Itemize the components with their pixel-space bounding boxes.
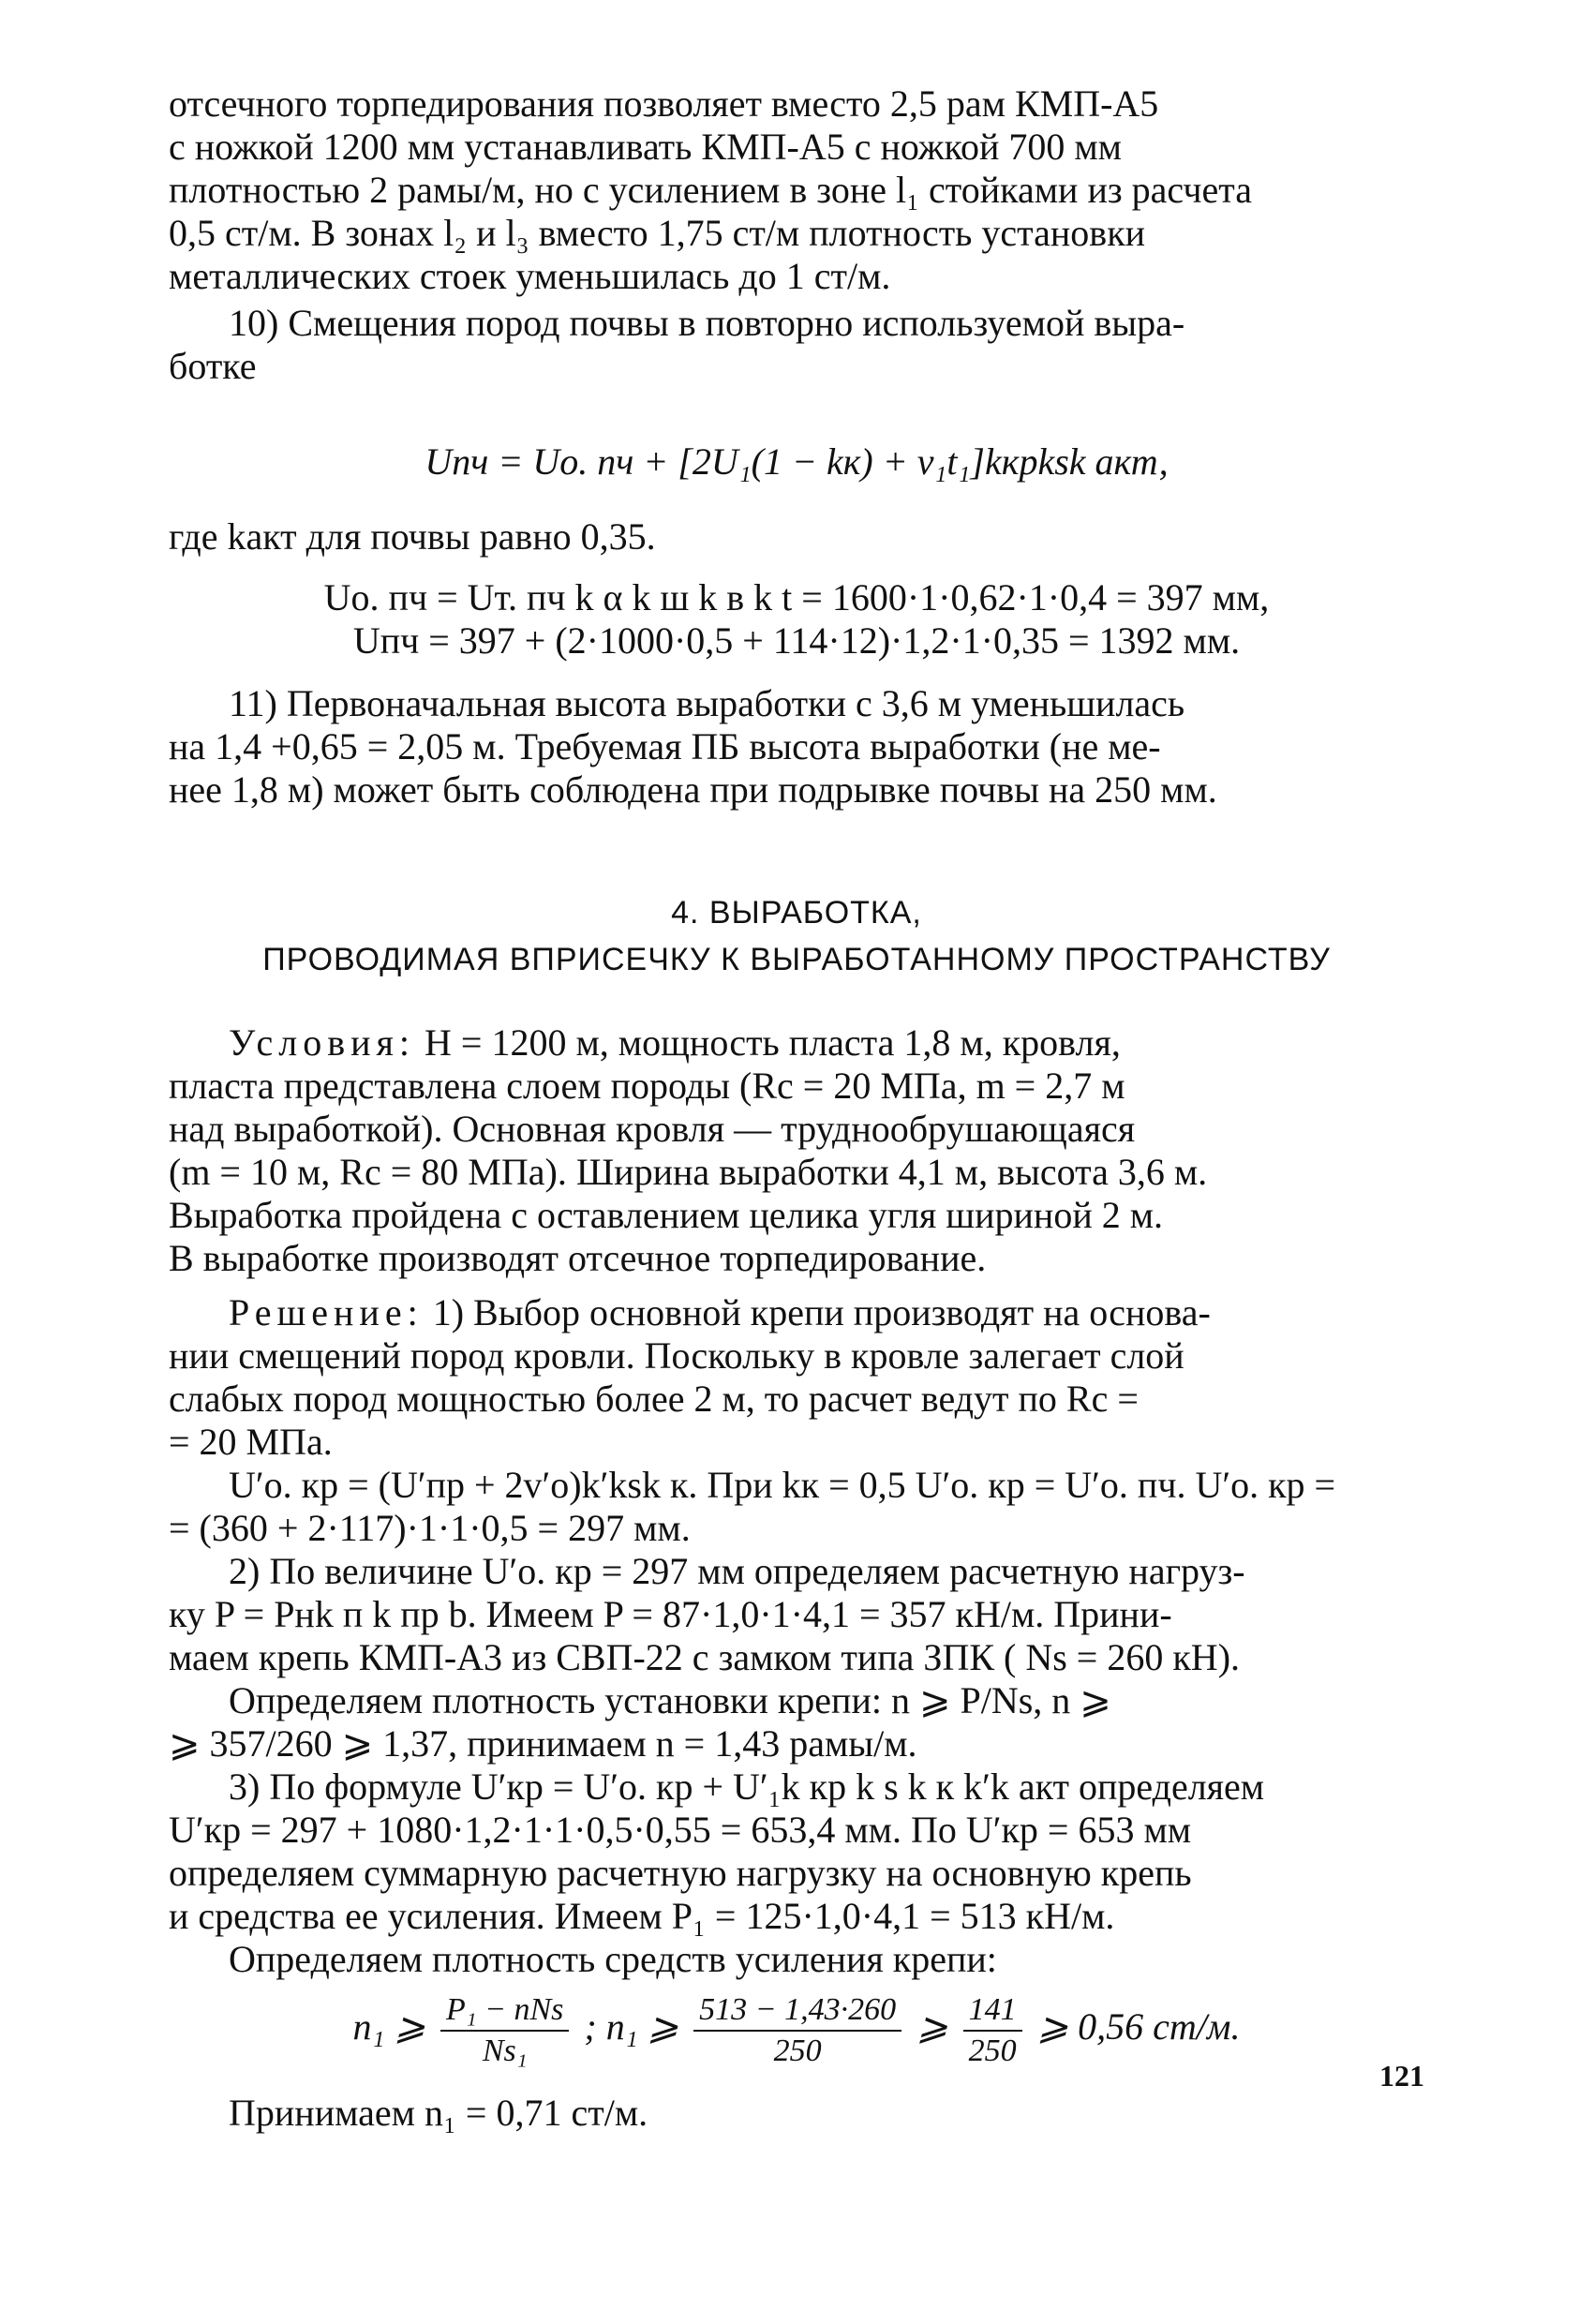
section-title-line-1: 4. ВЫРАБОТКА, <box>671 895 922 931</box>
where-kakt-line: где kакт для почвы равно 0,35. <box>169 515 656 558</box>
fraction-1 <box>440 1992 569 2069</box>
text-line: маем крепь КМП-А3 из СВП-22 с замком типа ЗПК ( Ns = 260 кН). <box>169 1636 1241 1678</box>
formula-upch: Uпч = Uо. пч + [2U₁(1 − kк) + v₁t₁]kкрksk акт, <box>425 440 1169 483</box>
text-line: нии смещений пород кровли. Поскольку в кровле залегает слой <box>169 1334 1184 1377</box>
text-line: нее 1,8 м) может быть соблюдена при подрывке почвы на 250 мм. <box>169 768 1217 811</box>
intro-paragraph <box>169 82 1424 298</box>
final-line <box>169 2092 1424 2135</box>
fraction-1-denominator: Ns₁ <box>482 2034 528 2068</box>
calc-upch: Uпч = 397 + (2·1000·0,5 + 114·12)·1,2·1·0,35 = 1392 мм. <box>352 619 1241 662</box>
text-line <box>169 1021 1424 1065</box>
conditions-text: H = 1200 м, мощность пласта 1,8 м, кровля, <box>425 1021 1121 1064</box>
text-line: ку P = Pнk п k пр b. Имеем P = 87·1,0·1·4,1 = 357 кН/м. Прини- <box>169 1593 1172 1635</box>
calc-uo-pch: Uо. пч = Uт. пч k α k ш k в k t = 1600·1·0,62·1·0,4 = 397 мм, <box>323 576 1270 618</box>
item-11 <box>169 682 1424 812</box>
page-number: 121 <box>1379 2059 1424 2093</box>
text-line: на 1,4 +0,65 = 2,05 м. Требуемая ПБ высота выработки (не ме- <box>169 725 1161 767</box>
calc-uokr <box>169 1464 1424 1550</box>
text-line: U′о. кр = (U′пр + 2v′о)k′ksk к. При kк = 0,5 U′о. кр = U′о. пч. U′о. кр = <box>229 1464 1336 1506</box>
conditions-paragraph <box>169 1021 1424 1280</box>
text-line: металлических стоек уменьшилась до 1 ст/м. <box>169 255 891 297</box>
formula-mid: ⩾ <box>916 2005 948 2048</box>
text-line: = (360 + 2·117)·1·1·0,5 = 297 мм. <box>169 1507 691 1549</box>
text-line: Выработка пройдена с оставлением целика угля шириной 2 м. <box>169 1194 1164 1236</box>
text-line: и средства ее усиления. Имеем P₁ = 125·1,0·4,1 = 513 кН/м. <box>169 1895 1115 1937</box>
formula-lhs: n₁ ⩾ <box>352 2005 425 2048</box>
text-line: определяем суммарную расчетную нагрузку на основную крепь <box>169 1852 1192 1894</box>
text-line: Определяем плотность средств усиления крепи: <box>229 1938 997 1980</box>
text-line: 10) Смещения пород почвы в повторно используемой выра- <box>229 302 1185 344</box>
text-line: ботке <box>169 345 257 387</box>
section-title-line-2: ПРОВОДИМАЯ ВПРИСЕЧКУ К ВЫРАБОТАННОМУ ПРОСТРАНСТВУ <box>262 942 1331 977</box>
text-line: пласта представлена слоем породы (Rс = 20 МПа, m = 2,7 м <box>169 1065 1125 1107</box>
fraction-2 <box>693 1992 901 2069</box>
text-line: (m = 10 м, Rс = 80 МПа). Ширина выработки 4,1 м, высота 3,6 м. <box>169 1151 1208 1193</box>
fraction-2-numerator: 513 − 1,43·260 <box>693 1992 901 2032</box>
text-line: над выработкой). Основная кровля — труднообрушающаяся <box>169 1108 1136 1150</box>
text-line: 3) По формуле U′кр = U′о. кр + U′₁k кр k s k к k′k акт определяем <box>229 1765 1265 1808</box>
text-line: слабых пород мощностью более 2 м, то расчет ведут по Rс = <box>169 1378 1139 1420</box>
text-line: Определяем плотность установки крепи: n ⩾ P/Ns, n ⩾ <box>229 1679 1111 1721</box>
text-line: ⩾ 357/260 ⩾ 1,37, принимаем n = 1,43 рамы/м. <box>169 1722 917 1765</box>
fraction-1-numerator: P₁ − nNs <box>440 1992 569 2032</box>
solution-text: 1) Выбор основной крепи производят на основа- <box>432 1291 1211 1333</box>
item-2 <box>169 1550 1424 1765</box>
text-line: с ножкой 1200 мм устанавливать КМП-А5 с ножкой 700 мм <box>169 126 1122 168</box>
item-10 <box>169 302 1424 388</box>
text-line: = 20 МПа. <box>169 1421 333 1463</box>
solution-paragraph <box>169 1291 1424 1464</box>
text-line: 2) По величине U′о. кр = 297 мм определяем расчетную нагруз- <box>229 1550 1245 1592</box>
text-line: плотностью 2 рамы/м, но с усилением в зоне l₁ стойками из расчета <box>169 169 1252 211</box>
solution-label: Решение: <box>229 1291 424 1333</box>
fraction-3 <box>963 1992 1022 2069</box>
item-3 <box>169 1765 1424 1981</box>
fraction-2-denominator: 250 <box>773 2034 822 2068</box>
text-line <box>169 1291 1424 1334</box>
text-line: U′кр = 297 + 1080·1,2·1·1·0,5·0,55 = 653,4 мм. По U′кр = 653 мм <box>169 1809 1192 1851</box>
fraction-3-denominator: 250 <box>968 2034 1017 2068</box>
text-line: 0,5 ст/м. В зонах l₂ и l₃ вместо 1,75 ст/м плотность установки <box>169 212 1146 254</box>
fraction-formula <box>169 1992 1424 2069</box>
text-line: отсечного торпедирования позволяет вместо 2,5 рам КМП-А5 <box>169 82 1159 125</box>
formula-separator: ; n₁ ⩾ <box>584 2005 679 2048</box>
conditions-label: Условия: <box>229 1021 416 1064</box>
text-line: 11) Первоначальная высота выработки с 3,6 м уменьшилась <box>229 682 1185 724</box>
text-line: Принимаем n₁ = 0,71 ст/м. <box>229 2092 648 2134</box>
formula-rhs: ⩾ 0,56 ст/м. <box>1036 2005 1241 2048</box>
fraction-3-numerator: 141 <box>963 1992 1022 2032</box>
text-line: В выработке производят отсечное торпедирование. <box>169 1237 987 1279</box>
